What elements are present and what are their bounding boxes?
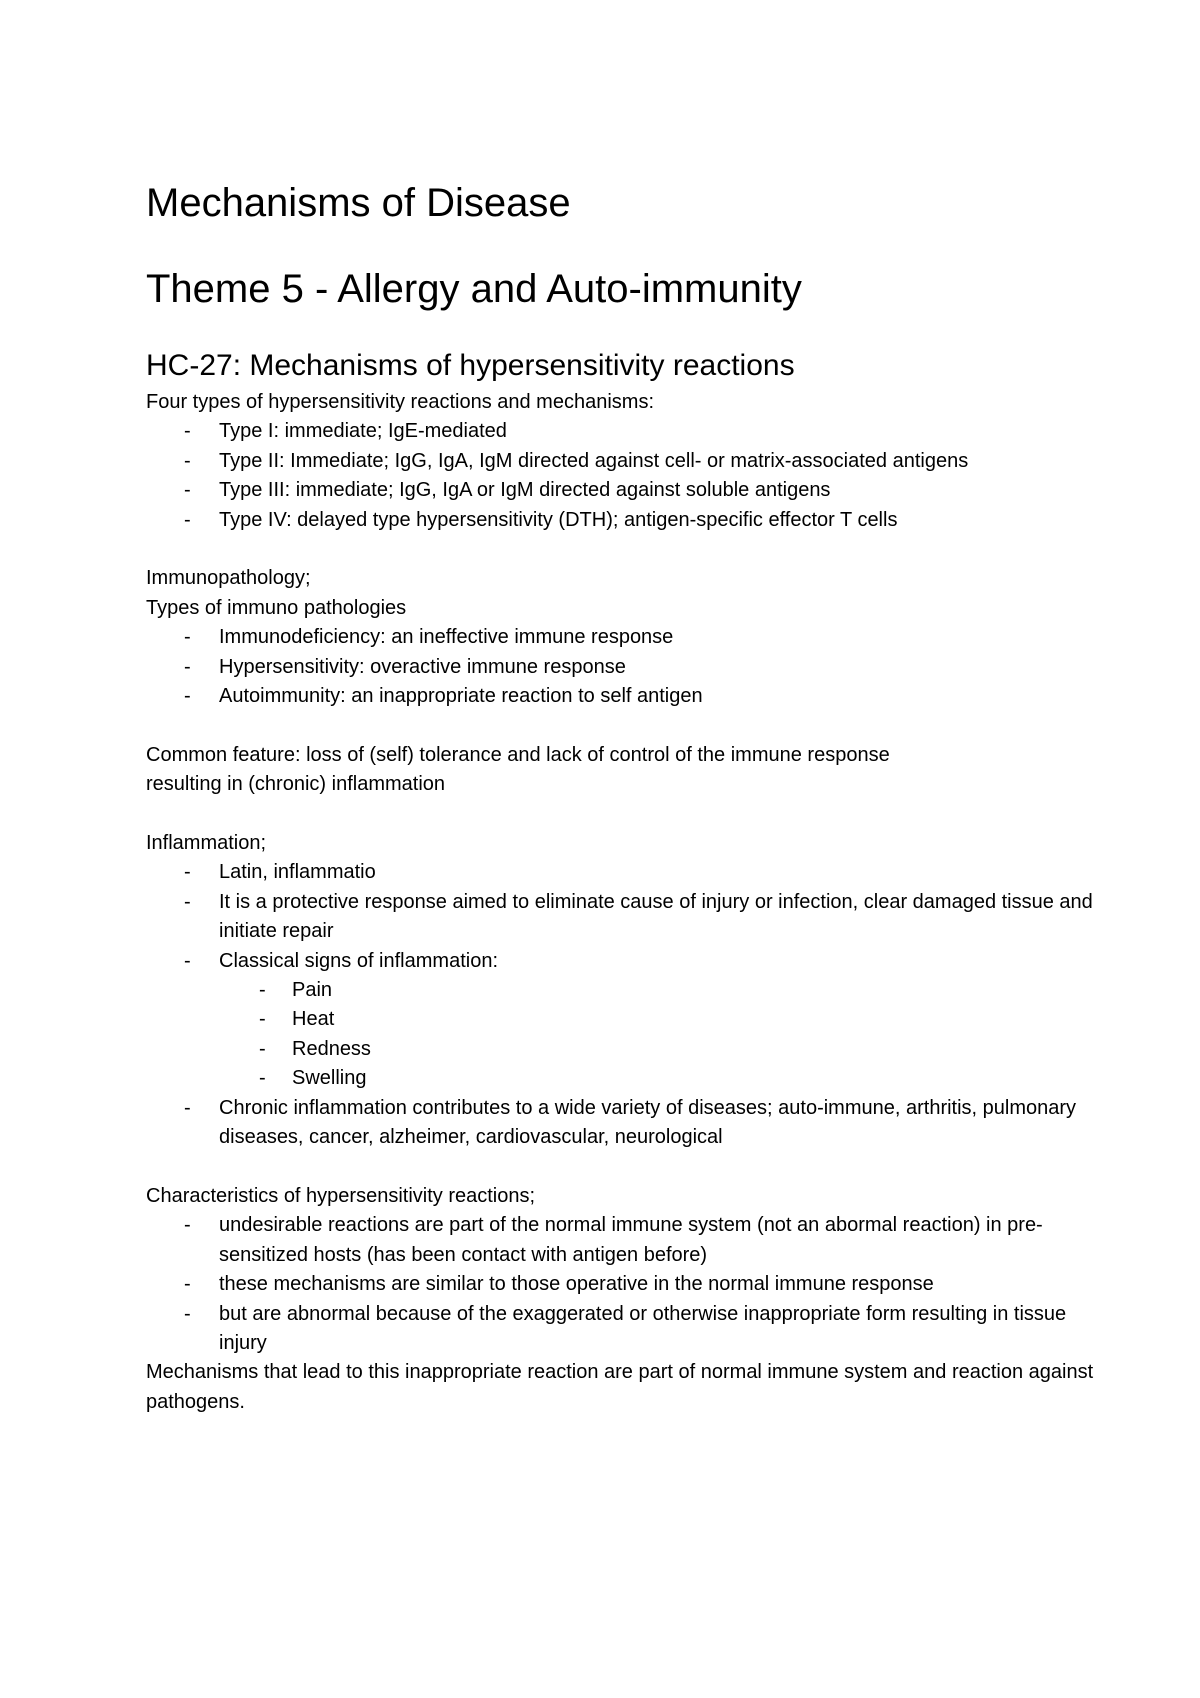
list-item (146, 858, 1106, 887)
document-title: Mechanisms of Disease (146, 181, 571, 225)
list-item (219, 1005, 1106, 1034)
list-item (219, 976, 1106, 1005)
bullet-dash: - (259, 979, 266, 1002)
bullet-dash: - (259, 1037, 266, 1060)
list-item (146, 888, 1106, 947)
bullet-dash: - (184, 449, 191, 472)
inflammation-heading: Inflammation; (146, 832, 267, 855)
list-item-text: Chronic inflammation contributes to a wide variety of diseases; auto-immune, arthritis, pulmonary diseases, cancer, alzheimer, cardiovascular, neurological (219, 1096, 1077, 1149)
list-item-text: but are abnormal because of the exaggerated or otherwise inappropriate form resulting in tissue injury (219, 1302, 1067, 1354)
list-item-text: Pain (292, 979, 333, 1002)
list-item (146, 1270, 1106, 1299)
list-item-text: Swelling (292, 1067, 367, 1090)
list-item-text: Immunodeficiency: an ineffective immune response (219, 626, 674, 649)
immunopathology-subheading: Types of immuno pathologies (146, 596, 407, 619)
list-item (146, 1300, 1106, 1359)
common-feature-line-1: Common feature: loss of (self) tolerance and lack of control of the immune response (146, 743, 890, 766)
bullet-dash: - (184, 1302, 191, 1325)
list-item-text: Type IV: delayed type hypersensitivity (DTH); antigen-specific effector T cells (219, 508, 898, 531)
list-item (146, 1094, 1106, 1153)
types-list (146, 417, 1106, 535)
types-intro: Four types of hypersensitivity reactions and mechanisms: (146, 391, 654, 413)
bullet-dash: - (184, 655, 191, 678)
list-item-text: Hypersensitivity: overactive immune response (219, 655, 626, 678)
list-item-text: Heat (292, 1008, 335, 1031)
list-item (146, 417, 1106, 446)
list-item-text: Type I: immediate; IgE-mediated (219, 420, 507, 443)
list-item (146, 447, 1106, 476)
characteristics-section (146, 1182, 1106, 1417)
bullet-dash: - (184, 890, 191, 913)
bullet-dash: - (184, 479, 191, 502)
immunopathology-section (146, 564, 1106, 711)
list-item-text: Type II: Immediate; IgG, IgA, IgM directed against cell- or matrix-associated antigens (219, 449, 969, 472)
lecture-heading: HC-27: Mechanisms of hypersensitivity reactions (146, 349, 795, 382)
bullet-dash: - (184, 420, 191, 443)
characteristics-closing: Mechanisms that lead to this inappropriate reaction are part of normal immune system and reaction against pathogens. (146, 1361, 1094, 1413)
list-item-text: It is a protective response aimed to eliminate cause of injury or infection, clear damaged tissue and initiate repair (219, 890, 1093, 943)
list-item (219, 1064, 1106, 1093)
list-item (146, 476, 1106, 505)
list-item (146, 623, 1106, 652)
list-item-text: Autoimmunity: an inappropriate reaction to self antigen (219, 685, 703, 708)
types-section (146, 388, 1106, 535)
list-item-text: Latin, inflammatio (219, 861, 376, 884)
list-item-text: Type III: immediate; IgG, IgA or IgM directed against soluble antigens (219, 479, 831, 502)
list-item (146, 506, 1106, 535)
list-item (146, 1211, 1106, 1270)
immunopathology-list (146, 623, 1106, 711)
list-item (146, 947, 1106, 1094)
bullet-dash: - (184, 1096, 191, 1119)
bullet-dash: - (184, 626, 191, 649)
inflammation-list (146, 858, 1106, 1152)
list-item (146, 682, 1106, 711)
list-item-text: undesirable reactions are part of the normal immune system (not an abormal reaction) in pre-sensitized hosts (has been contact with antigen before) (219, 1214, 1043, 1266)
list-item-text: Redness (292, 1037, 371, 1060)
theme-heading: Theme 5 - Allergy and Auto-immunity (146, 267, 802, 311)
bullet-dash: - (184, 685, 191, 708)
bullet-dash: - (184, 861, 191, 884)
document-content (146, 180, 1106, 1417)
list-item-text: Classical signs of inflammation: (219, 949, 498, 972)
characteristics-heading: Characteristics of hypersensitivity reactions; (146, 1184, 536, 1207)
bullet-dash: - (184, 1273, 191, 1296)
list-item (146, 653, 1106, 682)
inflammation-signs-list (219, 976, 1106, 1094)
inflammation-section (146, 829, 1106, 1152)
bullet-dash: - (184, 508, 191, 531)
characteristics-list (146, 1211, 1106, 1358)
list-item-text: these mechanisms are similar to those operative in the normal immune response (219, 1273, 934, 1296)
list-item (219, 1035, 1106, 1064)
bullet-dash: - (184, 1214, 191, 1237)
bullet-dash: - (259, 1067, 266, 1090)
common-feature-section (146, 741, 1106, 800)
bullet-dash: - (184, 949, 191, 972)
immunopathology-heading: Immunopathology; (146, 567, 311, 590)
common-feature-line-2: resulting in (chronic) inflammation (146, 773, 446, 796)
bullet-dash: - (259, 1008, 266, 1031)
